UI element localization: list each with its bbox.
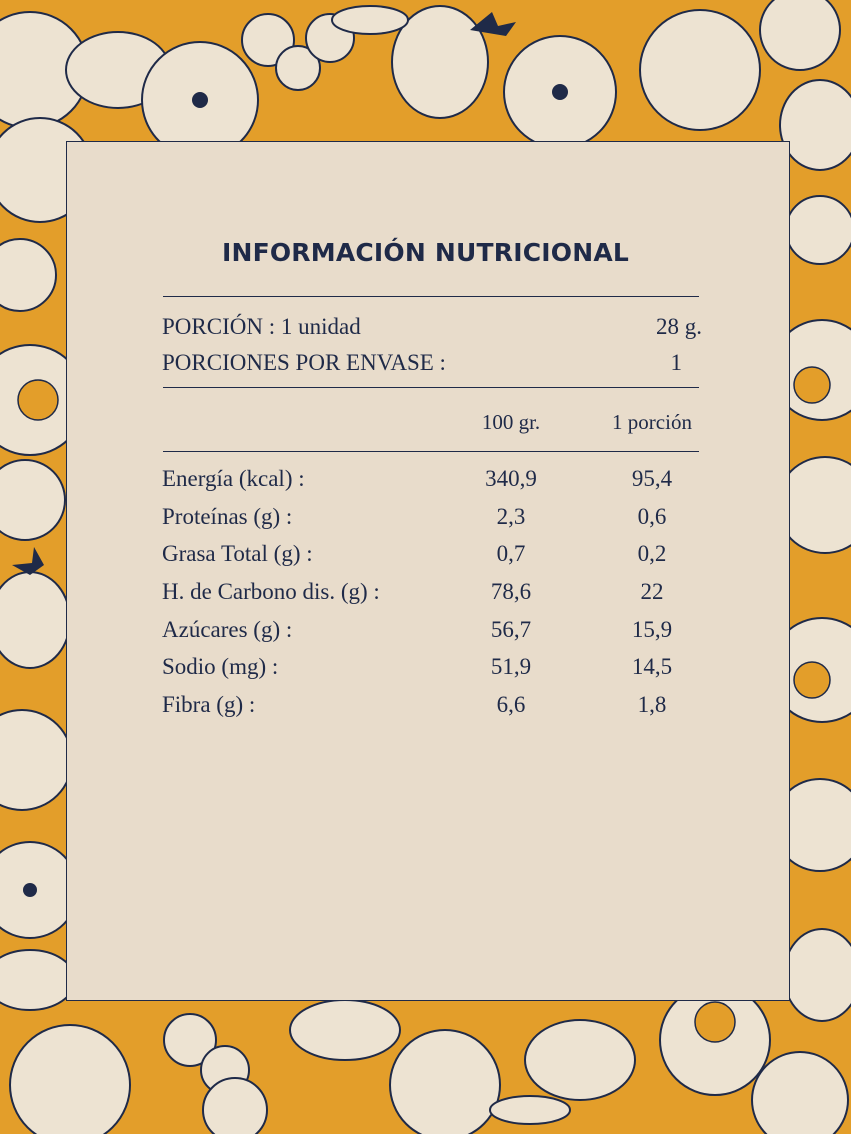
nutrient-value-serving: 0,2 [637,541,667,566]
leaf-illustration [332,6,408,34]
nutrient-value-100g: 340,9 [485,466,537,491]
coconut-illustration [752,1052,848,1134]
nutrient-value-100g: 78,6 [490,579,532,604]
nutrient-label: Grasa Total (g) : [162,541,313,566]
nutrient-value-serving: 22 [640,579,664,604]
leaf-illustration [490,1096,570,1124]
nutrient-label: Energía (kcal) : [162,466,305,491]
nutrient-value-100g: 51,9 [490,654,532,679]
nutrient-value-serving: 95,4 [631,466,673,491]
lemon-slice-illustration [203,1078,267,1134]
servings-per-package-label: PORCIONES POR ENVASE : [162,350,446,375]
nutrition-panel [66,141,790,1001]
nutrient-value-100g: 56,7 [490,617,532,642]
coconut-illustration [390,1030,500,1134]
divider [163,451,699,452]
peach-illustration [0,950,75,1010]
strawberry-illustration [0,572,70,668]
kiwi-illustration [290,1000,400,1060]
peach-illustration [525,1020,635,1100]
coconut-illustration [10,1025,130,1134]
nutrient-value-100g: 6,6 [496,692,526,717]
serving-size-label: PORCIÓN : 1 unidad [162,314,361,339]
nutrient-value-serving: 0,6 [637,504,667,529]
nutrient-label: Azúcares (g) : [162,617,293,642]
nutrient-value-100g: 0,7 [496,541,526,566]
servings-per-package-value: 1 [670,350,682,375]
divider [163,387,699,388]
divider [163,296,699,297]
coconut-illustration [0,710,72,810]
nutrient-value-serving: 15,9 [631,617,673,642]
column-header-100g: 100 gr. [481,410,541,434]
nutrient-value-serving: 1,8 [637,692,667,717]
nutrient-label: Sodio (mg) : [162,654,279,679]
strawberry-illustration [784,929,851,1021]
nutrient-label: H. de Carbono dis. (g) : [162,579,380,604]
grape-illustration [760,0,840,70]
nutrient-value-100g: 2,3 [496,504,526,529]
coconut-illustration [640,10,760,130]
nutrient-label: Proteínas (g) : [162,504,293,529]
nutrient-label: Fibra (g) : [162,692,256,717]
pineapple-slice-illustration [0,460,65,540]
column-header-per-serving: 1 porción [612,410,692,434]
page-title: INFORMACIÓN NUTRICIONAL [221,238,630,267]
peach-illustration [780,80,851,170]
nutrient-value-serving: 14,5 [631,654,673,679]
serving-size-value: 28 g. [656,314,702,339]
